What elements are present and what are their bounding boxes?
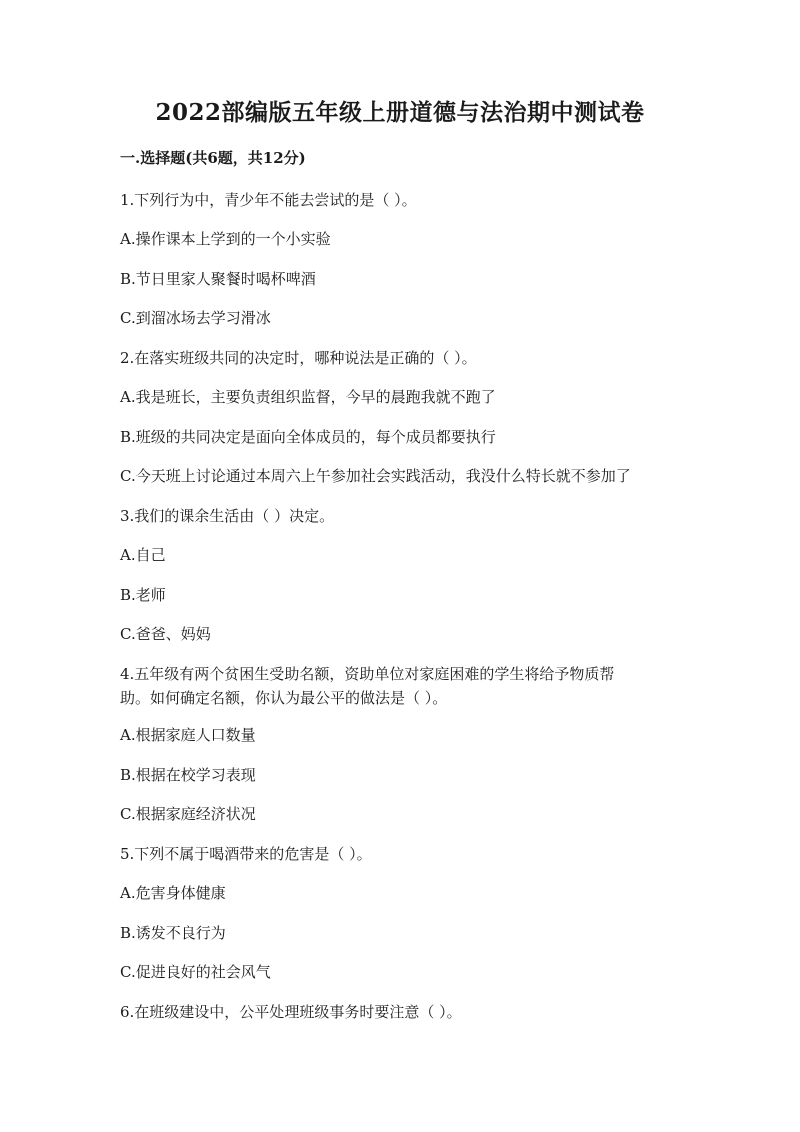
question-4-option-a: A.根据家庭人口数量	[120, 726, 256, 744]
question-5-stem: 5.下列不属于喝酒带来的危害是（ ）。	[120, 845, 372, 863]
question-2-option-c: C.今天班上讨论通过本周六上午参加社会实践活动，我没什么特长就不参加了	[120, 467, 631, 485]
question-1-option-c: C.到溜冰场去学习滑冰	[120, 309, 271, 327]
exam-title: 2022部编版五年级上册道德与法治期中测试卷	[155, 99, 645, 126]
question-2-stem: 2.在落实班级共同的决定时，哪种说法是正确的（ ）。	[120, 349, 477, 367]
question-4-option-c: C.根据家庭经济状况	[120, 805, 256, 823]
question-3-option-c: C.爸爸、妈妈	[120, 625, 211, 643]
question-3-option-a: A.自己	[120, 546, 166, 564]
question-5-option-c: C.促进良好的社会风气	[120, 963, 271, 981]
question-4-stem-line-1: 4.五年级有两个贫困生受助名额，资助单位对家庭困难的学生将给予物质帮	[120, 665, 615, 683]
question-3-option-b: B.老师	[120, 586, 166, 604]
question-3-stem: 3.我们的课余生活由（ ）决定。	[120, 507, 335, 525]
question-4-option-b: B.根据在校学习表现	[120, 766, 256, 784]
question-6-stem: 6.在班级建设中，公平处理班级事务时要注意（ ）。	[120, 1003, 462, 1021]
question-5-option-a: A.危害身体健康	[120, 884, 226, 902]
question-4-stem-line-2: 助。如何确定名额，你认为最公平的做法是（ ）。	[120, 689, 448, 707]
question-2-option-b: B.班级的共同决定是面向全体成员的，每个成员都要执行	[120, 428, 496, 446]
question-2-option-a: A.我是班长，主要负责组织监督，今早的晨跑我就不跑了	[120, 388, 496, 406]
question-1-option-a: A.操作课本上学到的一个小实验	[120, 230, 331, 248]
question-1-stem: 1.下列行为中，青少年不能去尝试的是（ ）。	[120, 191, 417, 209]
question-1-option-b: B.节日里家人聚餐时喝杯啤酒	[120, 270, 316, 288]
question-5-option-b: B.诱发不良行为	[120, 924, 226, 942]
section-heading: 一.选择题(共6题，共12分)	[120, 149, 306, 167]
